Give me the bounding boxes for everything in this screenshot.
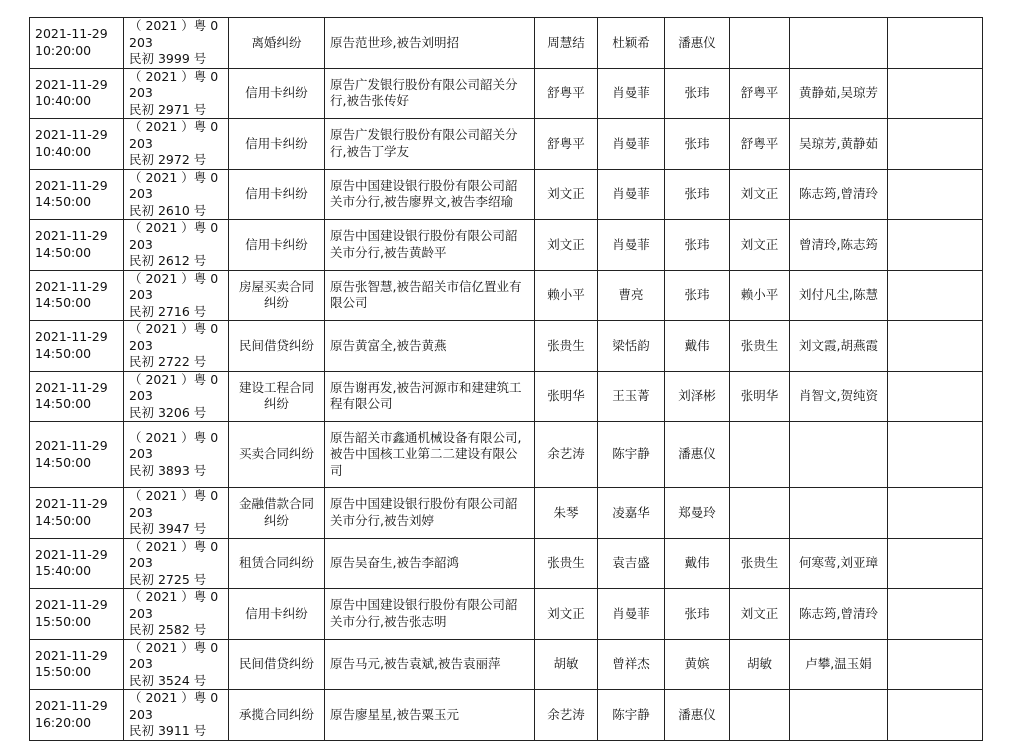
juror-1: 陈宇静 [598,690,665,741]
case-number-line1: （ 2021 ）粤 0203 [129,270,219,302]
judge: 张贵生 [535,321,598,372]
hearing-date: 2021-11-29 [35,379,108,395]
case-number [124,690,229,741]
case-cause: 离婚纠纷 [229,18,325,69]
hearing-datetime [30,639,124,690]
hearing-date: 2021-11-29 [35,127,108,143]
judge: 余艺涛 [535,422,598,488]
hearing-date: 2021-11-29 [35,546,108,562]
clerks [790,18,888,69]
case-number [124,422,229,488]
clerks: 肖智文,贺纯资 [790,371,888,422]
judge: 张明华 [535,371,598,422]
case-number [124,270,229,321]
hearing-date: 2021-11-29 [35,496,108,512]
judge: 刘文正 [535,169,598,220]
extra-cell [888,119,983,170]
hearing-time: 14:50:00 [35,345,92,361]
hearing-time: 14:50:00 [35,194,92,210]
hearing-time: 14:50:00 [35,396,92,412]
case-number-line2: 民初 3206 号 [129,404,207,420]
juror-1: 曾祥杰 [598,639,665,690]
juror-2: 张玮 [665,119,730,170]
table-row [30,371,983,422]
case-cause: 信用卡纠纷 [229,589,325,640]
juror-1: 肖曼菲 [598,589,665,640]
clerks: 陈志筠,曾清玲 [790,169,888,220]
table-row [30,270,983,321]
hearing-time: 10:20:00 [35,42,92,58]
case-number-line1: （ 2021 ）粤 0203 [129,690,219,722]
table-row [30,690,983,741]
extra-cell [888,690,983,741]
juror-2: 潘惠仪 [665,690,730,741]
juror-2: 张玮 [665,169,730,220]
case-number-line1: （ 2021 ）粤 0203 [129,321,219,353]
case-cause: 买卖合同纠纷 [229,422,325,488]
juror-2: 刘泽彬 [665,371,730,422]
hearing-datetime [30,690,124,741]
case-number [124,321,229,372]
clerks: 吴琼芳,黄静茹 [790,119,888,170]
table-row [30,321,983,372]
juror-2: 潘惠仪 [665,18,730,69]
hearing-datetime [30,220,124,271]
case-number-line2: 民初 2610 号 [129,202,207,218]
case-parties: 原告张智慧,被告韶关市信亿置业有限公司 [325,270,535,321]
extra-cell [888,639,983,690]
case-parties: 原告廖星星,被告粟玉元 [325,690,535,741]
case-number [124,119,229,170]
case-number-line1: （ 2021 ）粤 0203 [129,589,219,621]
case-parties: 原告马元,被告袁斌,被告袁丽萍 [325,639,535,690]
case-parties: 原告吴奋生,被告李韶鸿 [325,538,535,589]
juror-1: 肖曼菲 [598,220,665,271]
hearing-datetime [30,119,124,170]
case-number-line1: （ 2021 ）粤 0203 [129,68,219,100]
case-number-line2: 民初 2582 号 [129,622,207,637]
hearing-time: 14:50:00 [35,244,92,260]
case-parties: 原告中国建设银行股份有限公司韶关市分行,被告刘婷 [325,488,535,539]
judge: 舒粤平 [535,119,598,170]
juror-2: 张玮 [665,270,730,321]
juror-2: 张玮 [665,220,730,271]
juror-1: 肖曼菲 [598,169,665,220]
table-row [30,68,983,119]
hearing-date: 2021-11-29 [35,438,108,453]
case-number-line1: （ 2021 ）粤 0203 [129,169,219,201]
case-number [124,68,229,119]
judge: 张贵生 [535,538,598,589]
clerks: 黄静茹,吴琼芳 [790,68,888,119]
presiding-judge [730,690,790,741]
juror-2: 戴伟 [665,321,730,372]
case-cause: 民间借贷纠纷 [229,321,325,372]
case-cause: 信用卡纠纷 [229,169,325,220]
extra-cell [888,538,983,589]
juror-1: 肖曼菲 [598,119,665,170]
case-number [124,589,229,640]
case-number [124,371,229,422]
presiding-judge [730,488,790,539]
table-row [30,538,983,589]
case-number-line2: 民初 2971 号 [129,101,207,117]
hearing-datetime [30,18,124,69]
hearing-datetime [30,270,124,321]
table-row [30,119,983,170]
clerks: 陈志筠,曾清玲 [790,589,888,640]
juror-1: 凌嘉华 [598,488,665,539]
case-number [124,639,229,690]
case-number [124,538,229,589]
juror-2: 郑曼玲 [665,488,730,539]
extra-cell [888,270,983,321]
clerks [790,690,888,741]
hearing-datetime [30,371,124,422]
extra-cell [888,488,983,539]
hearing-date: 2021-11-29 [35,26,108,42]
case-number-line1: （ 2021 ）粤 0203 [129,538,219,570]
case-number [124,18,229,69]
juror-2: 潘惠仪 [665,422,730,488]
table-row [30,169,983,220]
hearing-date: 2021-11-29 [35,228,108,244]
judge: 刘文正 [535,220,598,271]
hearing-datetime [30,321,124,372]
hearing-time: 15:50:00 [35,613,92,629]
extra-cell [888,169,983,220]
juror-1: 陈宇静 [598,422,665,488]
hearing-date: 2021-11-29 [35,76,108,92]
case-number-line2: 民初 2716 号 [129,303,207,319]
clerks: 何寒莺,刘亚璋 [790,538,888,589]
judge: 赖小平 [535,270,598,321]
hearing-date: 2021-11-29 [35,177,108,193]
hearing-time: 16:20:00 [35,714,92,730]
hearing-time: 14:50:00 [35,454,92,470]
extra-cell [888,589,983,640]
case-parties: 原告韶关市鑫通机械设备有限公司,被告中国核工业第二二建设有限公司 [325,422,535,488]
case-number-line2: 民初 2722 号 [129,354,207,369]
presiding-judge: 张贵生 [730,538,790,589]
case-cause: 金融借款合同纠纷 [229,488,325,539]
judge: 刘文正 [535,589,598,640]
case-cause: 租赁合同纠纷 [229,538,325,589]
presiding-judge: 舒粤平 [730,68,790,119]
case-parties: 原告范世珍,被告刘明招 [325,18,535,69]
case-number-line1: （ 2021 ）粤 0203 [129,18,219,50]
case-number-line2: 民初 3524 号 [129,672,207,688]
presiding-judge: 胡敏 [730,639,790,690]
case-parties: 原告黄富全,被告黄燕 [325,321,535,372]
case-number-line2: 民初 2725 号 [129,571,207,587]
case-number-line2: 民初 2612 号 [129,253,207,268]
case-cause: 承揽合同纠纷 [229,690,325,741]
case-number-line2: 民初 3911 号 [129,723,207,738]
hearing-date: 2021-11-29 [35,329,108,345]
juror-1: 肖曼菲 [598,68,665,119]
hearing-date: 2021-11-29 [35,698,108,714]
extra-cell [888,18,983,69]
case-number [124,220,229,271]
hearing-time: 10:40:00 [35,143,92,159]
table-body [30,18,983,741]
hearing-datetime [30,589,124,640]
case-cause: 信用卡纠纷 [229,119,325,170]
table-row [30,589,983,640]
presiding-judge: 舒粤平 [730,119,790,170]
juror-1: 梁恬韵 [598,321,665,372]
case-cause: 房屋买卖合同纠纷 [229,270,325,321]
juror-2: 张玮 [665,589,730,640]
extra-cell [888,68,983,119]
case-number-line1: （ 2021 ）粤 0203 [129,488,219,520]
hearing-time: 14:50:00 [35,512,92,528]
extra-cell [888,422,983,488]
presiding-judge: 刘文正 [730,589,790,640]
judge: 胡敏 [535,639,598,690]
case-number-line2: 民初 2972 号 [129,152,207,167]
extra-cell [888,371,983,422]
hearing-datetime [30,538,124,589]
case-parties: 原告中国建设银行股份有限公司韶关市分行,被告廖界文,被告李绍瑜 [325,169,535,220]
clerks: 曾清玲,陈志筠 [790,220,888,271]
table-row [30,422,983,488]
case-number-line1: （ 2021 ）粤 0203 [129,220,219,252]
clerks: 刘文霞,胡燕霞 [790,321,888,372]
table-row [30,488,983,539]
hearing-date: 2021-11-29 [35,597,108,613]
hearing-datetime [30,488,124,539]
presiding-judge: 赖小平 [730,270,790,321]
juror-1: 曹亮 [598,270,665,321]
case-parties: 原告广发银行股份有限公司韶关分行,被告张传好 [325,68,535,119]
case-number [124,488,229,539]
clerks [790,422,888,488]
presiding-judge [730,18,790,69]
case-number-line2: 民初 3947 号 [129,521,207,536]
clerks: 卢攀,温玉娟 [790,639,888,690]
extra-cell [888,321,983,372]
case-number-line2: 民初 3999 号 [129,51,207,66]
hearing-date: 2021-11-29 [35,278,108,294]
presiding-judge: 刘文正 [730,220,790,271]
case-number-line1: （ 2021 ）粤 0203 [129,371,219,403]
juror-2: 黄嫔 [665,639,730,690]
hearing-date: 2021-11-29 [35,647,108,663]
case-cause: 信用卡纠纷 [229,220,325,271]
hearing-time: 15:40:00 [35,563,92,579]
case-parties: 原告谢再发,被告河源市和建建筑工程有限公司 [325,371,535,422]
case-number-line1: （ 2021 ）粤 0203 [129,639,219,671]
hearing-datetime [30,169,124,220]
case-number [124,169,229,220]
hearing-schedule-table [29,17,983,741]
table-row [30,18,983,69]
case-cause: 民间借贷纠纷 [229,639,325,690]
hearing-time: 10:40:00 [35,93,92,109]
case-number-line2: 民初 3893 号 [129,462,207,478]
presiding-judge: 张贵生 [730,321,790,372]
hearing-datetime [30,68,124,119]
juror-2: 张玮 [665,68,730,119]
presiding-judge: 刘文正 [730,169,790,220]
clerks [790,488,888,539]
case-number-line1: （ 2021 ）粤 0203 [129,429,219,462]
hearing-datetime [30,422,124,488]
case-cause: 建设工程合同纠纷 [229,371,325,422]
case-number-line1: （ 2021 ）粤 0203 [129,119,219,151]
juror-1: 王玉菁 [598,371,665,422]
judge: 朱琴 [535,488,598,539]
presiding-judge [730,422,790,488]
juror-2: 戴伟 [665,538,730,589]
juror-1: 袁吉盛 [598,538,665,589]
table-row [30,639,983,690]
case-cause: 信用卡纠纷 [229,68,325,119]
hearing-time: 14:50:00 [35,295,92,311]
clerks: 刘付凡尘,陈慧 [790,270,888,321]
juror-1: 杜颖希 [598,18,665,69]
judge: 余艺涛 [535,690,598,741]
hearing-time: 15:50:00 [35,664,92,680]
extra-cell [888,220,983,271]
case-parties: 原告广发银行股份有限公司韶关分行,被告丁学友 [325,119,535,170]
judge: 周慧结 [535,18,598,69]
judge: 舒粤平 [535,68,598,119]
presiding-judge: 张明华 [730,371,790,422]
table-row [30,220,983,271]
case-parties: 原告中国建设银行股份有限公司韶关市分行,被告张志明 [325,589,535,640]
case-parties: 原告中国建设银行股份有限公司韶关市分行,被告黄龄平 [325,220,535,271]
